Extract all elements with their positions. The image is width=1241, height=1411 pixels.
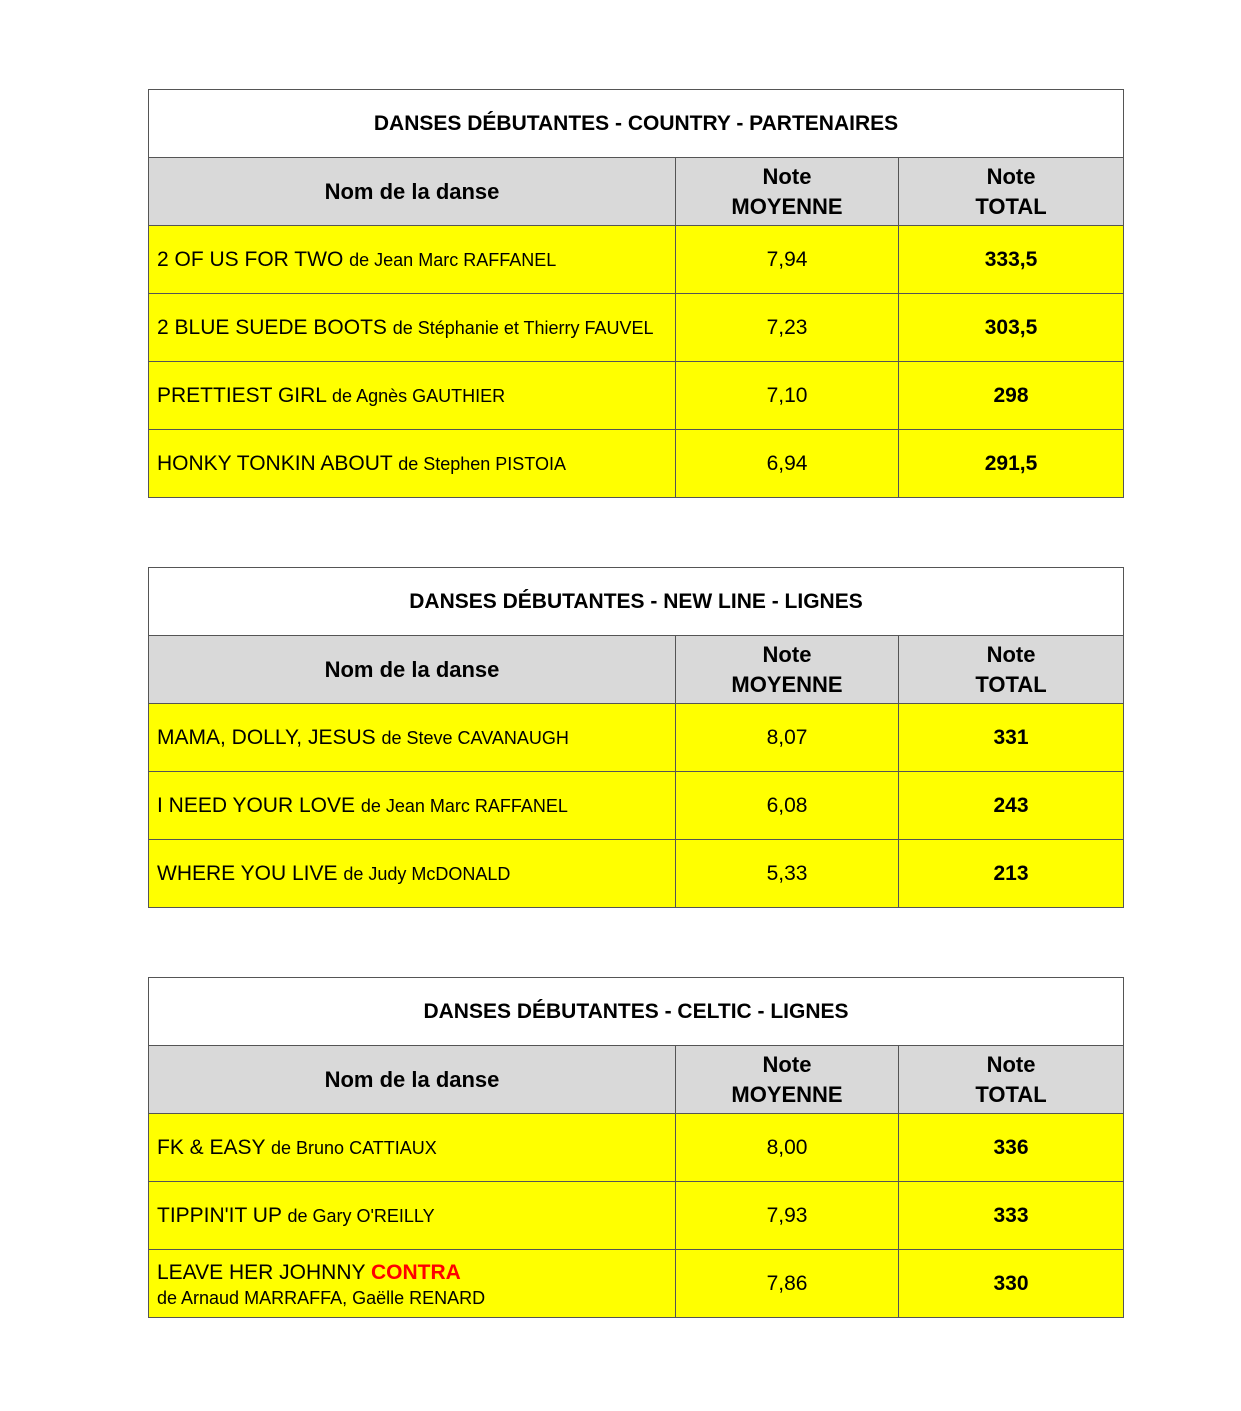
dance-name: TIPPIN'IT UP xyxy=(157,1203,282,1227)
dance-name-line xyxy=(157,1259,675,1287)
results-table-celtic xyxy=(148,977,1124,1318)
average-score: 8,00 xyxy=(676,1114,899,1182)
dance-author: de Stéphanie et Thierry FAUVEL xyxy=(392,317,654,338)
average-score: 5,33 xyxy=(676,840,899,908)
header-average-line1: Note xyxy=(762,641,812,667)
table-title-row xyxy=(149,90,1124,158)
dance-author: de Stephen PISTOIA xyxy=(398,453,566,474)
average-score: 8,07 xyxy=(676,704,899,772)
dance-author: de Judy McDONALD xyxy=(343,863,511,884)
header-dance-name: Nom de la danse xyxy=(149,1046,676,1114)
dance-cell xyxy=(149,294,676,362)
average-score: 7,94 xyxy=(676,226,899,294)
header-total-line2: TOTAL xyxy=(975,1081,1047,1107)
total-score: 298 xyxy=(899,362,1124,430)
table-title-row xyxy=(149,978,1124,1046)
dance-name: MAMA, DOLLY, JESUS xyxy=(157,725,376,749)
table-header-row xyxy=(149,636,1124,704)
header-dance-name: Nom de la danse xyxy=(149,636,676,704)
total-score: 243 xyxy=(899,772,1124,840)
table-row xyxy=(149,840,1124,908)
header-average-line2: MOYENNE xyxy=(731,671,843,697)
table-row xyxy=(149,1114,1124,1182)
dance-cell xyxy=(149,1250,676,1318)
dance-author: de Steve CAVANAUGH xyxy=(381,727,569,748)
header-total xyxy=(899,636,1124,704)
dance-author: de Jean Marc RAFFANEL xyxy=(349,249,557,270)
header-total xyxy=(899,158,1124,226)
total-score: 331 xyxy=(899,704,1124,772)
total-score: 213 xyxy=(899,840,1124,908)
table-title: DANSES DÉBUTANTES - COUNTRY - PARTENAIRES xyxy=(149,90,1124,158)
average-score: 7,10 xyxy=(676,362,899,430)
table-title-row xyxy=(149,568,1124,636)
total-score: 333 xyxy=(899,1182,1124,1250)
dance-name: LEAVE HER JOHNNY xyxy=(157,1260,366,1284)
dance-cell xyxy=(149,1182,676,1250)
dance-name: 2 BLUE SUEDE BOOTS xyxy=(157,315,387,339)
dance-cell xyxy=(149,430,676,498)
header-total-line1: Note xyxy=(986,641,1036,667)
header-dance-name: Nom de la danse xyxy=(149,158,676,226)
table-title: DANSES DÉBUTANTES - CELTIC - LIGNES xyxy=(149,978,1124,1046)
dance-author: de Gary O'REILLY xyxy=(287,1205,435,1226)
dance-cell xyxy=(149,704,676,772)
average-score: 6,94 xyxy=(676,430,899,498)
results-table-country xyxy=(148,89,1124,498)
header-total-line2: TOTAL xyxy=(975,193,1047,219)
dance-name: 2 OF US FOR TWO xyxy=(157,247,344,271)
header-average xyxy=(676,636,899,704)
header-total-line1: Note xyxy=(986,1051,1036,1077)
dance-name: FK & EASY xyxy=(157,1135,266,1159)
dance-name: PRETTIEST GIRL xyxy=(157,383,327,407)
results-table-new-line xyxy=(148,567,1124,908)
header-average-line1: Note xyxy=(762,1051,812,1077)
table-header-row xyxy=(149,1046,1124,1114)
table-row xyxy=(149,1250,1124,1318)
table-header-row xyxy=(149,158,1124,226)
dance-name: I NEED YOUR LOVE xyxy=(157,793,356,817)
dance-author: de Bruno CATTIAUX xyxy=(271,1137,437,1158)
total-score: 303,5 xyxy=(899,294,1124,362)
table-row xyxy=(149,226,1124,294)
dance-cell xyxy=(149,840,676,908)
dance-cell xyxy=(149,362,676,430)
table-row xyxy=(149,704,1124,772)
header-total-line2: TOTAL xyxy=(975,671,1047,697)
total-score: 330 xyxy=(899,1250,1124,1318)
average-score: 6,08 xyxy=(676,772,899,840)
dance-name: HONKY TONKIN ABOUT xyxy=(157,451,393,475)
table-row xyxy=(149,772,1124,840)
table-title: DANSES DÉBUTANTES - NEW LINE - LIGNES xyxy=(149,568,1124,636)
total-score: 336 xyxy=(899,1114,1124,1182)
total-score: 291,5 xyxy=(899,430,1124,498)
header-total-line1: Note xyxy=(986,163,1036,189)
table-row xyxy=(149,1182,1124,1250)
table-row xyxy=(149,362,1124,430)
header-average-line1: Note xyxy=(762,163,812,189)
dance-cell xyxy=(149,226,676,294)
header-average-line2: MOYENNE xyxy=(731,193,843,219)
dance-cell xyxy=(149,772,676,840)
average-score: 7,23 xyxy=(676,294,899,362)
header-total xyxy=(899,1046,1124,1114)
dance-name: WHERE YOU LIVE xyxy=(157,861,338,885)
average-score: 7,93 xyxy=(676,1182,899,1250)
dance-author: de Jean Marc RAFFANEL xyxy=(360,795,568,816)
average-score: 7,86 xyxy=(676,1250,899,1318)
header-average-line2: MOYENNE xyxy=(731,1081,843,1107)
header-average xyxy=(676,158,899,226)
dance-author: de Agnès GAUTHIER xyxy=(332,385,506,406)
table-row xyxy=(149,430,1124,498)
dance-cell xyxy=(149,1114,676,1182)
contra-tag: CONTRA xyxy=(370,1260,461,1284)
header-average xyxy=(676,1046,899,1114)
dance-author: de Arnaud MARRAFFA, Gaëlle RENARD xyxy=(157,1287,486,1308)
total-score: 333,5 xyxy=(899,226,1124,294)
table-row xyxy=(149,294,1124,362)
